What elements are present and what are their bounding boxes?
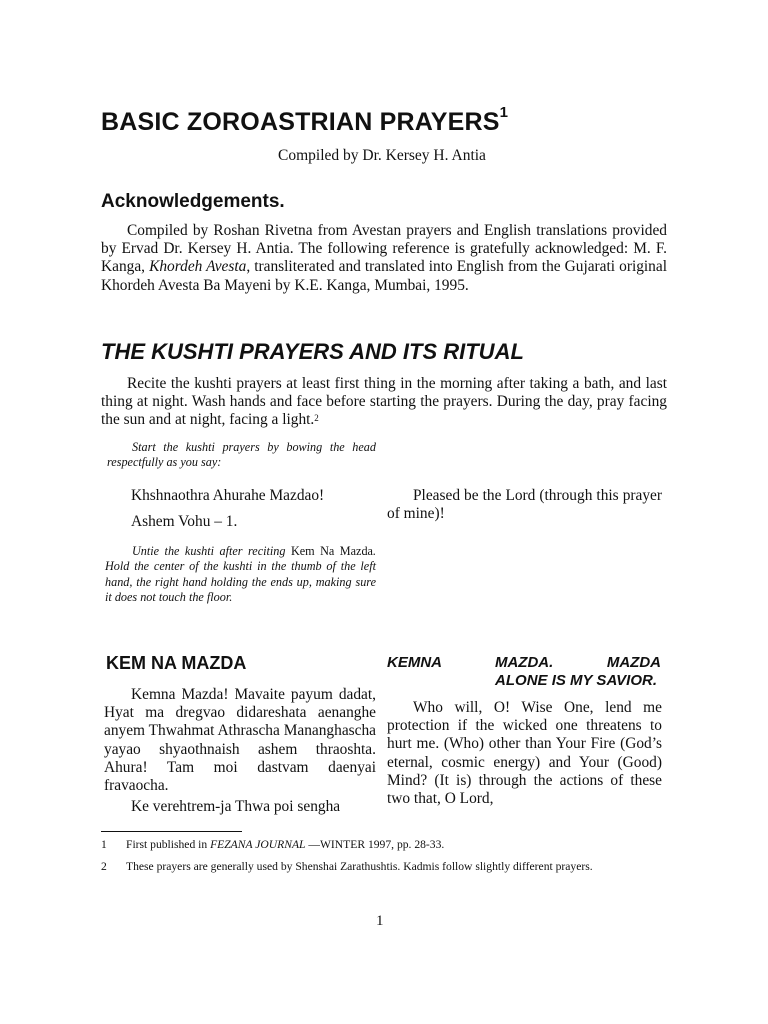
prayer-line-1: Khshnaothra Ahurahe Mazdao! (131, 487, 325, 504)
footnote-2-number: 2 (101, 860, 107, 873)
kushti-paragraph (101, 375, 667, 430)
footnote-1-text-italic: FEZANA JOURNAL (210, 838, 306, 851)
kushti-paragraph-text: Recite the kushti prayers at least first thing in the morning after taking a bath, and last thing at night. Wash hands and face before starting the prayers. During the day, pray facing the sun and at night, facing a light. (101, 375, 667, 429)
kem-na-mazda-paragraph: Kemna Mazda! Mavaite payum dadat, Hyat ma dregvao didareshata aenanghe anyem Thwahmat Athrascha Mananghascha yayao shyaothnaish ashem thraoshta. Ahura! Tam moi dastvam daenyai fravaocha. (104, 686, 376, 795)
instr2-text-1: Untie the kushti after reciting (132, 544, 291, 558)
instr2-text-2: . Hold the center of the kushti in the thumb of the left hand, the right hand holding the ends up, making sure it does not touch the floor. (105, 544, 376, 605)
compiled-by: Compiled by Dr. Kersey H. Antia (278, 147, 486, 164)
footnote-1-text (126, 838, 668, 852)
page-number: 1 (376, 913, 384, 929)
translation-1: Pleased be the Lord (through this prayer of mine)! (387, 487, 662, 523)
acknowledgements-paragraph (101, 222, 667, 295)
footnote-1-text-before: First published in (126, 838, 211, 851)
page-title-text: BASIC ZOROASTRIAN PRAYERS (101, 108, 500, 136)
footnote-divider (101, 831, 242, 832)
footnote-2-text: These prayers are generally used by Shenshai Zarathushtis. Kadmis follow slightly different prayers. (126, 860, 593, 873)
footnote-1 (101, 838, 668, 852)
instr2-upright: Kem Na Mazda (290, 544, 373, 558)
kushti-heading: THE KUSHTI PRAYERS AND ITS RITUAL (101, 339, 524, 364)
footnote-ref-1: 1 (499, 104, 509, 121)
acknowledgements-heading: Acknowledgements. (101, 191, 285, 212)
kemna-translation-paragraph: Who will, O! Wise One, lend me protection if the wicked one threatens to hurt me. (Who) other than Your Fire (God’s eternal, cosmic energy) and Your (Good) Mind? (It is) through the actions of these two that, O Lord, (387, 699, 662, 808)
kushti-instruction-2 (105, 544, 376, 606)
footnote-2 (101, 860, 668, 874)
kemna-translation-heading-line-1: KEMNA MAZDA. MAZDA (387, 654, 661, 671)
prayer-line-2: Ashem Vohu – 1. (131, 513, 238, 530)
kushti-instruction-1: Start the kushti prayers by bowing the head respectfully as you say: (107, 440, 376, 470)
ack-text-2: , transliterated and translated into English from the Gujarati original Khordeh Avesta Ba Mayeni by K.E. Kanga, Mumbai, 1995. (101, 258, 667, 294)
ack-text-italic: Khordeh Avesta (149, 258, 247, 276)
footnote-1-text-after: —WINTER 1997, pp. 28-33. (305, 838, 445, 851)
page-title (101, 104, 509, 137)
kemna-translation-heading-line-2: ALONE IS MY SAVIOR. (495, 672, 657, 689)
kem-na-mazda-paragraph-2: Ke verehtrem-ja Thwa poi sengha (131, 798, 341, 815)
footnote-ref-2: 2 (314, 413, 319, 424)
ack-text-1: Compiled by Roshan Rivetna from Avestan prayers and English translations provided by Ervad Dr. Kersey H. Antia. The following reference is gratefully acknowledged: M. F. Kanga, (101, 222, 667, 276)
kem-na-mazda-heading: KEM NA MAZDA (106, 653, 247, 673)
footnote-1-number: 1 (101, 838, 107, 851)
